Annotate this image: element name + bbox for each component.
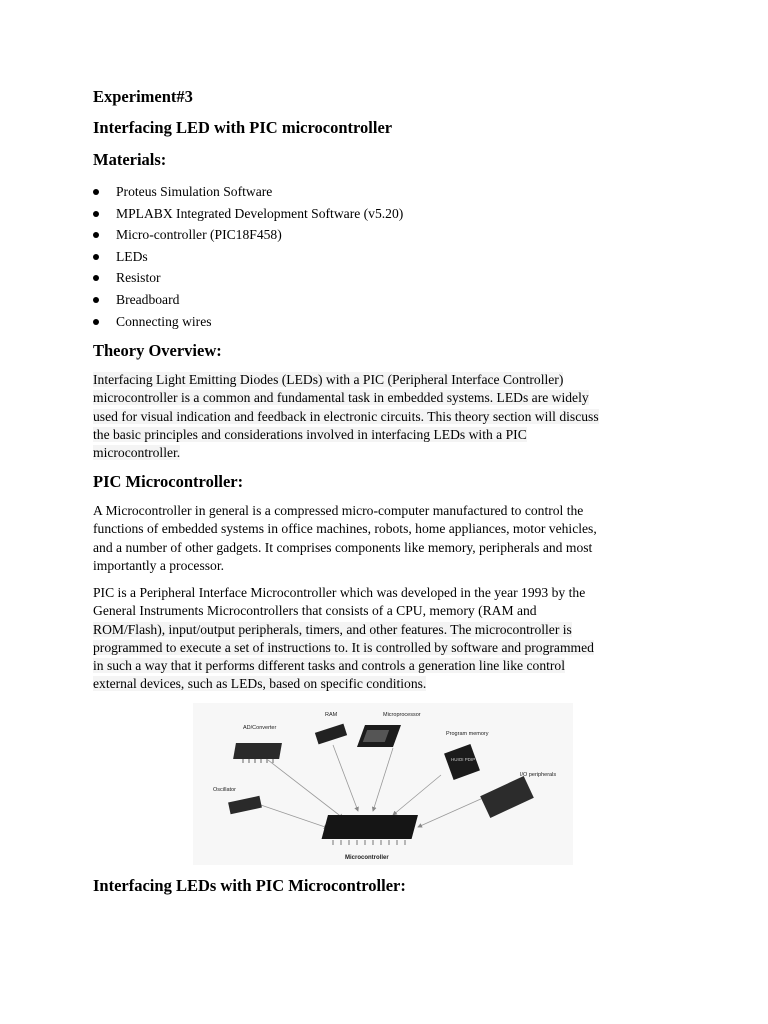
bullet-icon [93, 319, 99, 325]
pic-heading: PIC Microcontroller: [93, 472, 244, 491]
list-item: MPLABX Integrated Development Software (v5.20) [93, 203, 403, 225]
pic-paragraph-2 [93, 584, 683, 694]
io-peripherals-label: I/O peripherals [520, 772, 557, 778]
bullet-icon [93, 254, 99, 260]
bullet-icon [93, 297, 99, 303]
ram-label: RAM [325, 712, 338, 718]
microcontroller-label: Microcontroller [345, 855, 389, 861]
text-line: microcontroller is a common and fundamental task in embedded systems. LEDs are widely [93, 390, 589, 406]
list-item: LEDs [93, 246, 403, 268]
bullet-icon [93, 189, 99, 195]
text-line: importantly a processor. [93, 557, 224, 573]
program-memory-chip [444, 744, 480, 780]
text-line: microcontroller. [93, 445, 181, 461]
list-item: Resistor [93, 267, 403, 289]
microcontroller-diagram [193, 703, 573, 865]
list-item: Connecting wires [93, 311, 403, 333]
list-item: Micro-controller (PIC18F458) [93, 224, 403, 246]
text-line: functions of embedded systems in office machines, robots, home appliances, motor vehicles, [93, 521, 597, 537]
oscillator-chip [228, 796, 262, 814]
interfacing-heading: Interfacing LEDs with PIC Microcontroller: [93, 876, 406, 895]
microprocessor-chip [357, 725, 401, 747]
bullet-icon [93, 211, 99, 217]
ad-converter-chip [233, 743, 282, 763]
list-item: Breadboard [93, 289, 403, 311]
program-memory-label: Program memory [446, 731, 489, 737]
text-line: A Microcontroller in general is a compressed micro-computer manufactured to control the [93, 503, 584, 518]
text-line: PIC is a Peripheral Interface Microcontroller which was developed in the year 1993 by the [93, 585, 586, 600]
materials-heading: Materials: [93, 150, 167, 169]
experiment-title: Experiment#3 [93, 87, 193, 106]
bullet-icon [93, 275, 99, 281]
text-line: external devices, such as LEDs, based on specific conditions. [93, 676, 427, 692]
theory-paragraph [93, 371, 683, 462]
text-line: ROM/Flash), input/output peripherals, timers, and other features. The microcontroller is [93, 621, 572, 637]
text-line: in such a way that it performs different tasks and controls a generation line like control [93, 658, 565, 674]
bullet-icon [93, 232, 99, 238]
io-peripherals-chip [480, 776, 534, 818]
microcontroller-chip [322, 815, 418, 845]
pic-paragraph-1 [93, 502, 683, 575]
text-line: Interfacing Light Emitting Diodes (LEDs) with a PIC (Peripheral Interface Controller) [93, 372, 564, 387]
oscillator-label: Oscillator [213, 787, 236, 793]
chip-marking: HUIOI PDIP [451, 757, 476, 762]
ad-converter-label: AD/Converter [243, 725, 277, 731]
text-line: the basic principles and considerations involved in interfacing LEDs with a PIC [93, 426, 527, 442]
text-line: and a number of other gadgets. It comprises components like memory, peripherals and most [93, 539, 593, 555]
text-line: used for visual indication and feedback in electronic circuits. This theory section will discuss [93, 408, 599, 424]
ram-chip [315, 724, 347, 745]
materials-list [93, 181, 403, 332]
theory-heading: Theory Overview: [93, 341, 222, 360]
text-line: programmed to execute a set of instructions to. It is controlled by software and programmed [93, 639, 594, 655]
microprocessor-label: Microprocessor [383, 712, 421, 718]
text-line: General Instruments Microcontrollers that consists of a CPU, memory (RAM and [93, 603, 537, 619]
subtitle: Interfacing LED with PIC microcontroller [93, 118, 393, 137]
list-item: Proteus Simulation Software [93, 181, 403, 203]
